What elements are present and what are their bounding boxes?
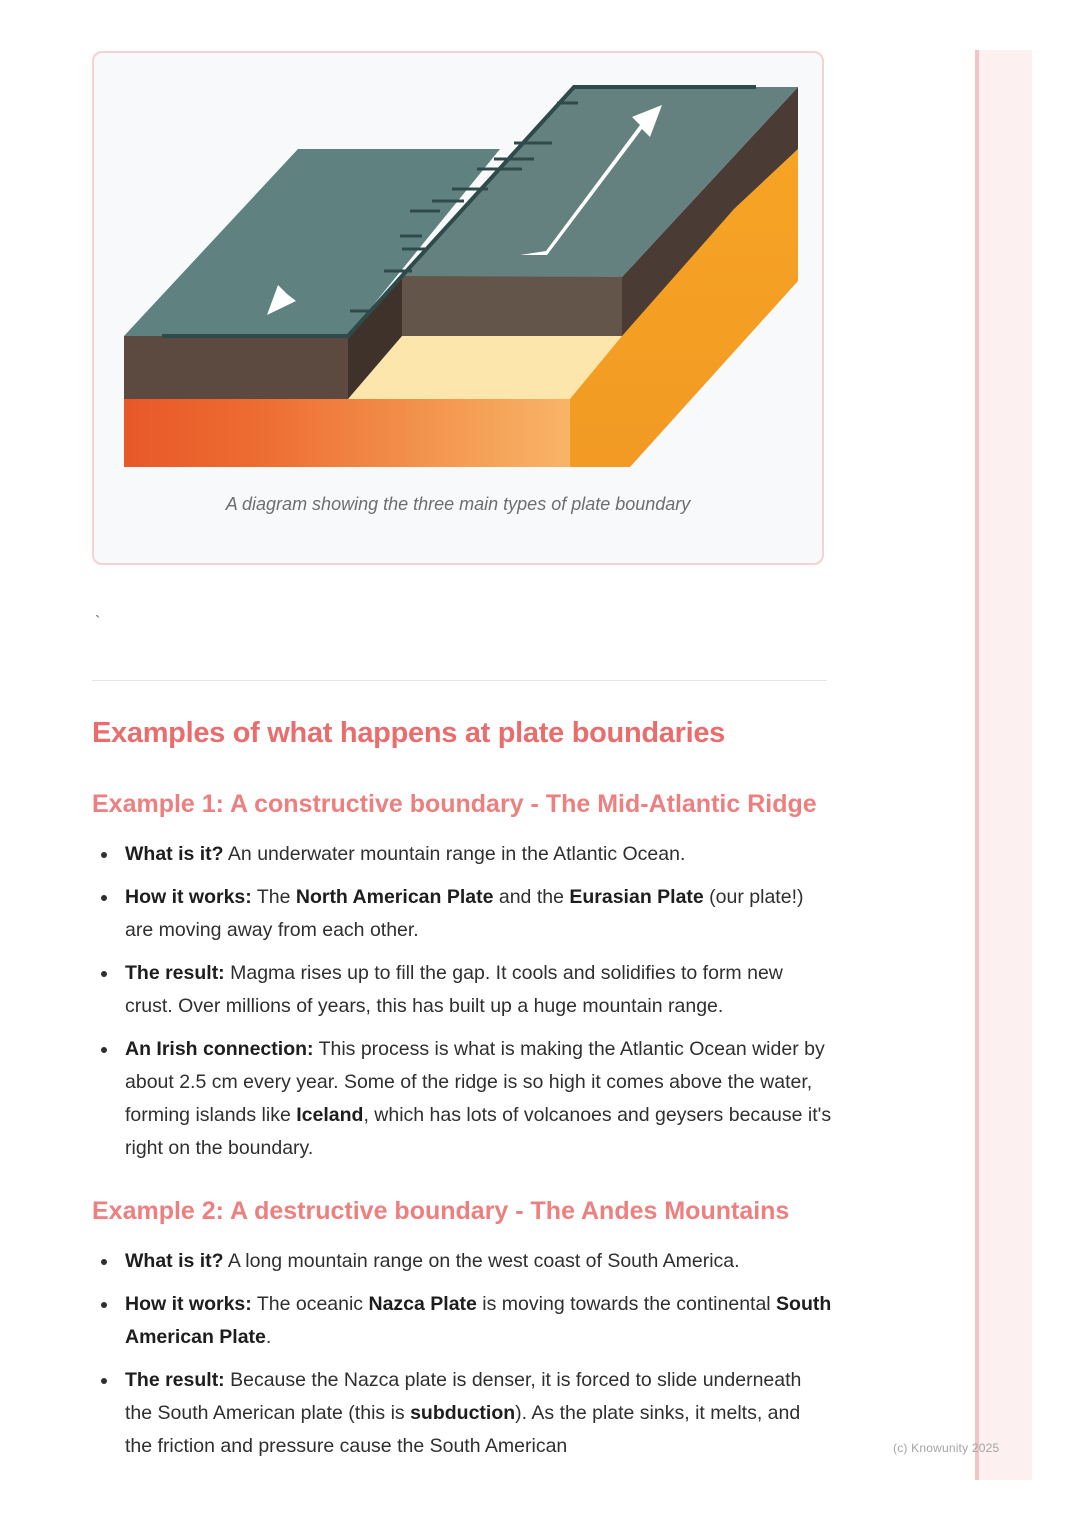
- figure-container: [92, 51, 824, 565]
- page-margin-line: [975, 50, 979, 1480]
- mantle-front-face: [124, 399, 570, 467]
- page-margin-stripe: [976, 50, 1032, 1480]
- list-item: What is it? An underwater mountain range in the Atlantic Ocean.: [92, 838, 832, 871]
- list-item: How it works: The North American Plate and the Eurasian Plate (our plate!) are moving away from each other.: [92, 881, 832, 947]
- example-2-list: [92, 1245, 832, 1463]
- section-divider: [92, 680, 827, 681]
- example-2-title: Example 2: A destructive boundary - The Andes Mountains: [92, 1197, 790, 1225]
- figure-caption: A diagram showing the three main types of plate boundary: [225, 494, 691, 514]
- example-1-title: Example 1: A constructive boundary - The Mid-Atlantic Ridge: [92, 790, 817, 818]
- list-item: An Irish connection: This process is what is making the Atlantic Ocean wider by about 2.5 cm every year. Some of the ridge is so high it comes above the water, forming islands like Iceland, which has lots of volcanoes and geysers because it's right on the boundary.: [92, 1033, 832, 1165]
- main-content: [92, 712, 832, 1473]
- list-item: The result: Magma rises up to fill the gap. It cools and solidifies to form new crust. Over millions of years, this has built up a huge mountain range.: [92, 957, 832, 1023]
- list-item: How it works: The oceanic Nazca Plate is moving towards the continental South American Plate.: [92, 1288, 832, 1354]
- example-1-list: [92, 838, 832, 1165]
- left-plate-front: [124, 336, 348, 399]
- plate-boundary-diagram: [122, 81, 798, 471]
- list-item: The result: Because the Nazca plate is denser, it is forced to slide underneath the South American plate (this is subduction). As the plate sinks, it melts, and the friction and pressure cause the South American: [92, 1364, 832, 1463]
- stray-mark: `: [95, 614, 101, 631]
- right-plate-front: [402, 276, 622, 336]
- list-item: What is it? A long mountain range on the west coast of South America.: [92, 1245, 832, 1278]
- section-title: Examples of what happens at plate boundaries: [92, 717, 725, 749]
- watermark: (c) Knowunity 2025: [893, 1441, 1000, 1455]
